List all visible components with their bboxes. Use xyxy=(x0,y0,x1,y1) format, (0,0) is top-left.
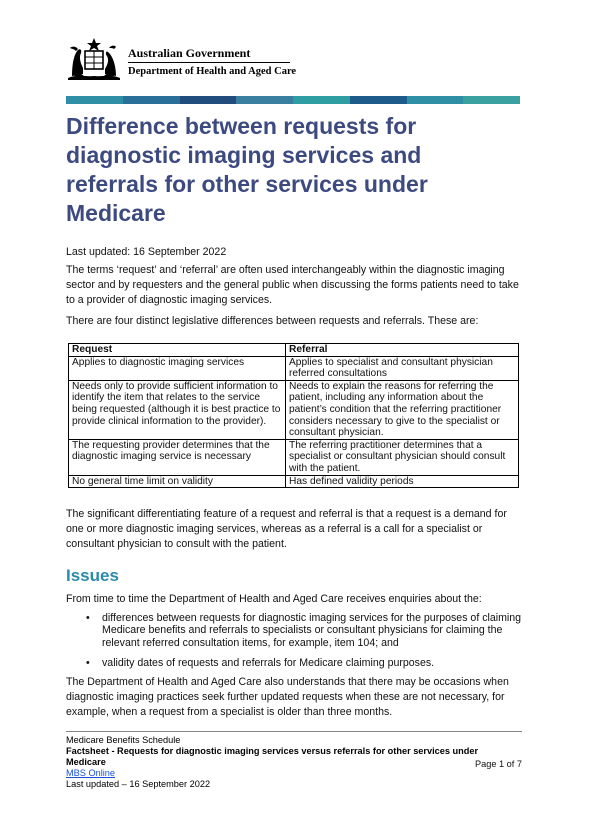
banner-segment xyxy=(350,96,407,104)
list-item xyxy=(66,657,526,669)
closing-paragraph: The Department of Health and Aged Care also understands that there may be occasions when diagnostic imaging practices seek further updated requests when these are not necessary, for example, when a request from a specialist is older than three months. xyxy=(66,676,509,718)
page-number: Page 1 of 7 xyxy=(475,759,522,769)
banner-segment xyxy=(463,96,520,104)
banner-segment xyxy=(66,96,123,104)
issues-list xyxy=(66,612,526,678)
footer-last-updated: Last updated – 16 September 2022 xyxy=(66,779,211,789)
referral-cell: The referring practitioner determines that a specialist or consultant physician should consult with the patient. xyxy=(286,439,519,475)
referral-cell: Has defined validity periods xyxy=(286,475,519,488)
footer-link-line xyxy=(66,768,522,779)
footer-factsheet-text: Factsheet - Requests for diagnostic imaging services versus referrals for other services under Medicare xyxy=(66,746,479,767)
banner-segment xyxy=(407,96,464,104)
issues-intro: From time to time the Department of Health and Aged Care receives enquiries about the: xyxy=(66,593,482,605)
table-header-row xyxy=(69,344,519,357)
comparison-table xyxy=(68,343,519,488)
list-item-text: differences between requests for diagnostic imaging services for the purposes of claiming Medicare benefits and referrals to specialists or consultant physicians for claiming the relevant referred consultation items, for example, item 104; and xyxy=(102,612,522,649)
coat-of-arms-icon xyxy=(66,36,122,82)
request-cell: The requesting provider determines that the diagnostic imaging service is necessary xyxy=(69,439,286,475)
footer-factsheet-title xyxy=(66,746,486,768)
request-cell: Needs only to provide sufficient information to identify the item that relates to the service being requested (although it is best practice to provide clinical information to the provider). xyxy=(69,380,286,439)
page-title: Difference between requests for diagnostic imaging services and referrals for other services under Medicare xyxy=(66,113,428,226)
request-cell: No general time limit on validity xyxy=(69,475,286,488)
issues-heading: Issues xyxy=(66,566,119,585)
banner-segment xyxy=(236,96,293,104)
department-name: Department of Health and Aged Care xyxy=(128,66,297,77)
list-item-text: validity dates of requests and referrals for Medicare claiming purposes. xyxy=(102,657,435,670)
significant-paragraph: The significant differentiating feature of a request and referral is that a request is a demand for one or more diagnostic imaging services, whereas as a referral is a call for a specialist or consultant physician to consult with the patient. xyxy=(66,508,507,550)
referral-cell: Applies to specialist and consultant physician referred consultations xyxy=(286,356,519,380)
table-row xyxy=(69,380,519,439)
agency-name xyxy=(128,46,368,78)
bullet-icon: • xyxy=(86,657,90,670)
last-updated: Last updated: 16 September 2022 xyxy=(66,246,227,258)
banner-segment xyxy=(293,96,350,104)
footer-divider xyxy=(66,731,522,732)
request-cell: Applies to diagnostic imaging services xyxy=(69,356,286,380)
list-item xyxy=(66,612,526,649)
table-row xyxy=(69,475,519,488)
banner-segment xyxy=(180,96,237,104)
agency-divider xyxy=(128,62,290,63)
table-row xyxy=(69,439,519,475)
column-header-referral: Referral xyxy=(286,344,519,357)
bullet-icon: • xyxy=(86,612,90,624)
colour-banner xyxy=(66,96,520,104)
table-intro: There are four distinct legislative differences between requests and referrals. These are: xyxy=(66,315,479,327)
banner-segment xyxy=(123,96,180,104)
footer-schedule: Medicare Benefits Schedule xyxy=(66,735,181,745)
intro-paragraph: The terms ‘request’ and ‘referral’ are often used interchangeably within the diagnostic imaging sector and by requesters and the general public when discussing the forms patients need to take to a provider of diagnostic imaging services. xyxy=(66,264,519,306)
government-name: Australian Government xyxy=(128,46,251,60)
mbs-online-link[interactable]: MBS Online xyxy=(66,768,116,778)
table-row xyxy=(69,356,519,380)
referral-cell: Needs to explain the reasons for referring the patient, including any information about the patient’s condition that the referring practitioner considers necessary to give to the specialist or consultant physician. xyxy=(286,380,519,439)
column-header-request: Request xyxy=(69,344,286,357)
